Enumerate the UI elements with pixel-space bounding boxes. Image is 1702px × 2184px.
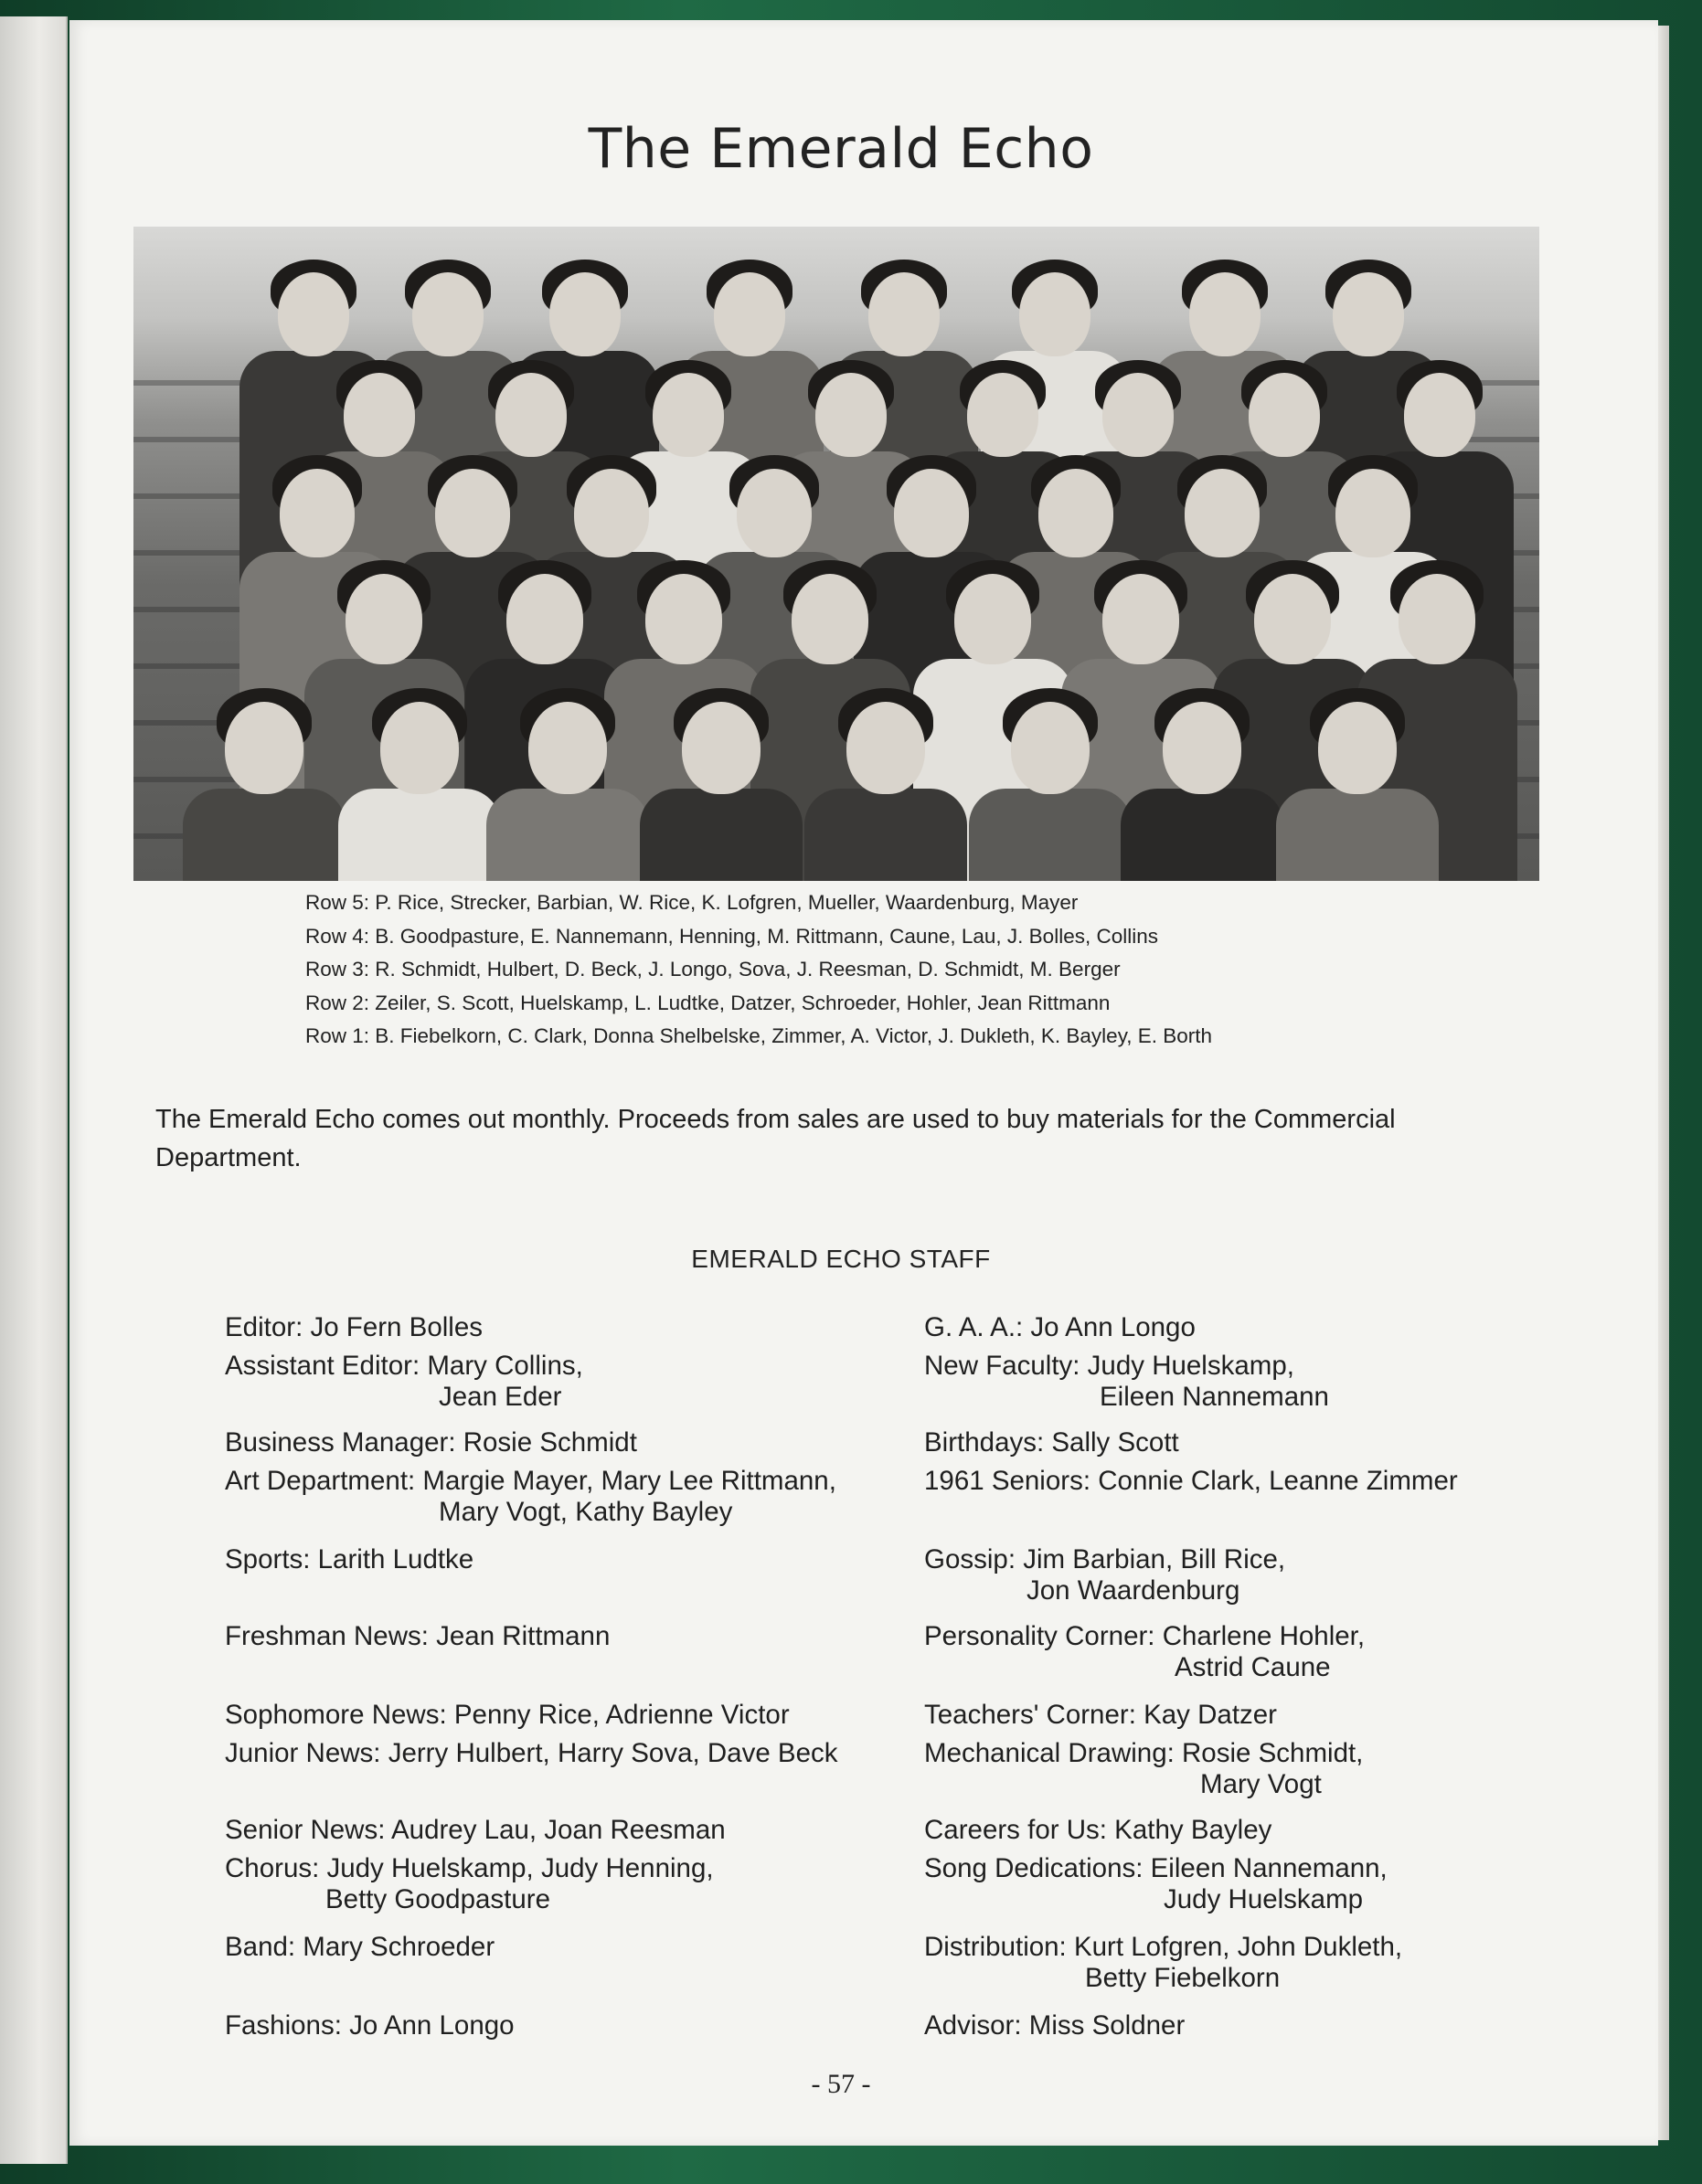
caption-row-3: Row 3: R. Schmidt, Hulbert, D. Beck, J. Longo, Sova, J. Reesman, D. Schmidt, M. Berger [305,958,1121,981]
photo-caption [305,886,1494,1054]
page-title: The Emerald Echo [588,117,1094,181]
staff-entry: Chorus: Judy Huelskamp, Judy Henning, Betty Goodpasture [225,1853,714,1914]
staff-entry: Assistant Editor: Mary Collins, Jean Eder [225,1351,583,1412]
staff-entry: Freshman News: Jean Rittmann [225,1621,611,1651]
staff-entry: Editor: Jo Fern Bolles [225,1312,484,1342]
staff-entry: Advisor: Miss Soldner [924,2010,1186,2041]
staff-entry: Distribution: Kurt Lofgren, John Dukleth, Betty Fiebelkorn [924,1932,1403,1993]
staff-entry: Band: Mary Schroeder [225,1932,495,1962]
staff-entry: Business Manager: Rosie Schmidt [225,1427,637,1458]
staff-entry: Sports: Larith Ludtke [225,1544,474,1574]
staff-entry: Art Department: Margie Mayer, Mary Lee Rittmann, Mary Vogt, Kathy Bayley [225,1466,836,1527]
staff-entry: Junior News: Jerry Hulbert, Harry Sova, Dave Beck [225,1738,838,1768]
caption-row-2: Row 2: Zeiler, S. Scott, Huelskamp, L. Ludtke, Datzer, Schroeder, Hohler, Jean Rittmann [305,991,1111,1014]
staff-entry: Gossip: Jim Barbian, Bill Rice, Jon Waardenburg [924,1544,1286,1606]
staff-entry: Fashions: Jo Ann Longo [225,2010,515,2041]
staff-entry: Personality Corner: Charlene Hohler, Astrid Caune [924,1621,1366,1682]
staff-entry: Senior News: Audrey Lau, Joan Reesman [225,1815,726,1845]
caption-row-5: Row 5: P. Rice, Strecker, Barbian, W. Rice, K. Lofgren, Mueller, Waardenburg, Mayer [305,891,1079,914]
staff-heading: EMERALD ECHO STAFF [691,1245,991,1273]
staff-entry: 1961 Seniors: Connie Clark, Leanne Zimmer [924,1466,1458,1496]
staff-entry: Mechanical Drawing: Rosie Schmidt, Mary Vogt [924,1738,1364,1799]
staff-entry: Birthdays: Sally Scott [924,1427,1179,1458]
page-stack-edge [1658,26,1669,2140]
caption-row-1: Row 1: B. Fiebelkorn, C. Clark, Donna Shelbelske, Zimmer, A. Victor, J. Dukleth, K. Bayley, E. Borth [305,1024,1213,1047]
staff-entry: New Faculty: Judy Huelskamp, Eileen Nannemann [924,1351,1329,1412]
caption-row-4: Row 4: B. Goodpasture, E. Nannemann, Henning, M. Rittmann, Caune, Lau, J. Bolles, Collins [305,924,1158,948]
facing-page-edge [0,16,68,2164]
staff-entry: Careers for Us: Kathy Bayley [924,1815,1272,1845]
staff-entry: Teachers' Corner: Kay Datzer [924,1700,1278,1730]
staff-entry: Sophomore News: Penny Rice, Adrienne Victor [225,1700,790,1730]
staff-entry: Song Dedications: Eileen Nannemann, Judy Huelskamp [924,1853,1388,1914]
intro-paragraph: The Emerald Echo comes out monthly. Proceeds from sales are used to buy materials for the Commercial Department. [155,1105,1396,1172]
group-photo [133,227,1539,881]
page-number: - 57 - [811,2069,871,2099]
staff-entry: G. A. A.: Jo Ann Longo [924,1312,1196,1342]
